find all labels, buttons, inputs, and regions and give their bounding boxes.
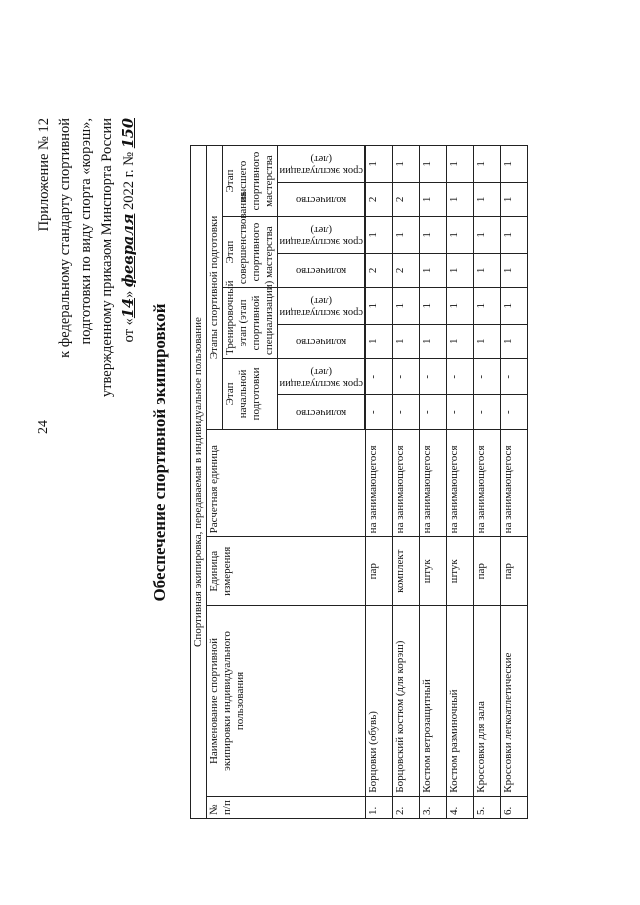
row-term: 1 [447, 217, 474, 253]
row-term: 1 [447, 288, 474, 324]
row-qty: 1 [366, 324, 393, 358]
header-term: срок эксплуатации (лет) [278, 217, 365, 253]
row-calc: на занимающегося [501, 429, 528, 536]
row-qty: - [366, 395, 393, 429]
row-term: 1 [366, 146, 393, 183]
row-name: Кроссовки легкоатлетические [501, 606, 528, 797]
row-calc: на занимающегося [393, 429, 420, 536]
table-caption: Спортивная экипировка, передаваемая в индивидуальное пользование [191, 146, 207, 819]
row-num: 1. [366, 796, 393, 818]
row-qty: - [420, 395, 447, 429]
appendix-date-line [118, 118, 140, 638]
date-month: февраля [120, 213, 137, 288]
row-qty: 2 [366, 253, 393, 287]
header-unit: Единица измерения [207, 537, 366, 606]
header-term: срок эксплуатации (лет) [278, 146, 365, 183]
row-name: Борцовский костюм (для корэш) [393, 606, 420, 797]
row-term: 1 [420, 288, 447, 324]
row-qty: 1 [420, 253, 447, 287]
row-unit: комплект [393, 537, 420, 606]
row-term: 1 [366, 288, 393, 324]
row-calc: на занимающегося [474, 429, 501, 536]
row-qty: 2 [393, 182, 420, 216]
row-term: 1 [474, 288, 501, 324]
header-calc: Расчетная единица [207, 429, 366, 536]
appendix-line2: к федеральному стандарту спортивной [57, 118, 73, 358]
row-qty: 1 [501, 253, 528, 287]
appendix-line1: Приложение № 12 [36, 118, 52, 232]
row-qty: 1 [501, 324, 528, 358]
date-suffix: 2022 г. № [121, 148, 137, 214]
header-num: № п/п [207, 796, 366, 818]
table-row [420, 146, 447, 819]
row-calc: на занимающегося [420, 429, 447, 536]
row-term: 1 [501, 146, 528, 183]
date-mid: » [121, 287, 137, 298]
row-name: Костюм ветрозащитный [420, 606, 447, 797]
row-term: - [366, 358, 393, 394]
row-calc: на занимающегося [447, 429, 474, 536]
table-row [366, 146, 393, 819]
table-row [447, 146, 474, 819]
date-day: 14 [120, 297, 137, 319]
row-name: Борцовки (обувь) [366, 606, 393, 797]
row-name: Костюм разминочный [447, 606, 474, 797]
row-unit: штук [447, 537, 474, 606]
row-term: - [420, 358, 447, 394]
row-qty: 2 [366, 182, 393, 216]
row-term: - [474, 358, 501, 394]
date-prefix: от « [121, 318, 137, 343]
appendix-line4: утвержденному приказом Минспорта России [99, 118, 115, 398]
row-term: 1 [393, 288, 420, 324]
header-stage2: Тренировочный этап (этап спортивной специализации) [223, 288, 278, 359]
row-term: 1 [501, 217, 528, 253]
row-num: 2. [393, 796, 420, 818]
row-qty: - [501, 395, 528, 429]
row-qty: 1 [474, 182, 501, 216]
row-term: 1 [501, 288, 528, 324]
row-term: 1 [447, 146, 474, 183]
row-term: - [501, 358, 528, 394]
row-num: 5. [474, 796, 501, 818]
row-qty: 2 [393, 253, 420, 287]
row-qty: 1 [420, 324, 447, 358]
document-title: Обеспечение спортивной экипировкой [150, 303, 169, 602]
row-num: 3. [420, 796, 447, 818]
row-qty: 1 [474, 324, 501, 358]
equipment-table [190, 145, 528, 819]
row-calc: на занимающегося [366, 429, 393, 536]
header-name: Наименование спортивной экипировки индивидуального пользования [207, 606, 366, 797]
header-stages: Этапы спортивной подготовки [207, 146, 223, 430]
order-number: 150 [120, 118, 137, 149]
row-qty: 1 [447, 253, 474, 287]
table-body [366, 146, 528, 819]
row-qty: 1 [420, 182, 447, 216]
row-qty: 1 [474, 253, 501, 287]
row-term: 1 [420, 146, 447, 183]
page-number: 24 [36, 420, 51, 434]
header-qty: количество [278, 182, 365, 216]
row-qty: - [393, 395, 420, 429]
row-term: 1 [474, 217, 501, 253]
row-qty: 1 [447, 182, 474, 216]
row-qty: 1 [447, 324, 474, 358]
row-term: - [393, 358, 420, 394]
table-row [393, 146, 420, 819]
appendix-line3: подготовки по виду спорта «корэш», [78, 118, 94, 345]
row-qty: - [474, 395, 501, 429]
row-term: 1 [366, 217, 393, 253]
header-qty: количество [278, 395, 365, 429]
header-stage1: Этап начальной подготовки [223, 358, 278, 429]
row-num: 4. [447, 796, 474, 818]
header-term: срок эксплуатации (лет) [278, 358, 365, 394]
row-num: 6. [501, 796, 528, 818]
row-qty: 1 [393, 324, 420, 358]
appendix-header [34, 118, 140, 638]
header-qty: количество [278, 324, 365, 358]
row-term: 1 [393, 146, 420, 183]
table-row [501, 146, 528, 819]
row-unit: штук [420, 537, 447, 606]
row-unit: пар [501, 537, 528, 606]
row-qty: - [447, 395, 474, 429]
header-stage4: Этап высшего спортивного мастерства [223, 146, 278, 217]
table-row [474, 146, 501, 819]
row-qty: 1 [501, 182, 528, 216]
header-qty: количество [278, 253, 365, 287]
row-term: 1 [420, 217, 447, 253]
header-stage3: Этап совершенствования спортивного мастерства [223, 217, 278, 288]
row-term: 1 [474, 146, 501, 183]
header-term: срок эксплуатации (лет) [278, 288, 365, 324]
row-term: - [447, 358, 474, 394]
row-name: Кроссовки для зала [474, 606, 501, 797]
row-unit: пар [366, 537, 393, 606]
row-unit: пар [474, 537, 501, 606]
row-term: 1 [393, 217, 420, 253]
